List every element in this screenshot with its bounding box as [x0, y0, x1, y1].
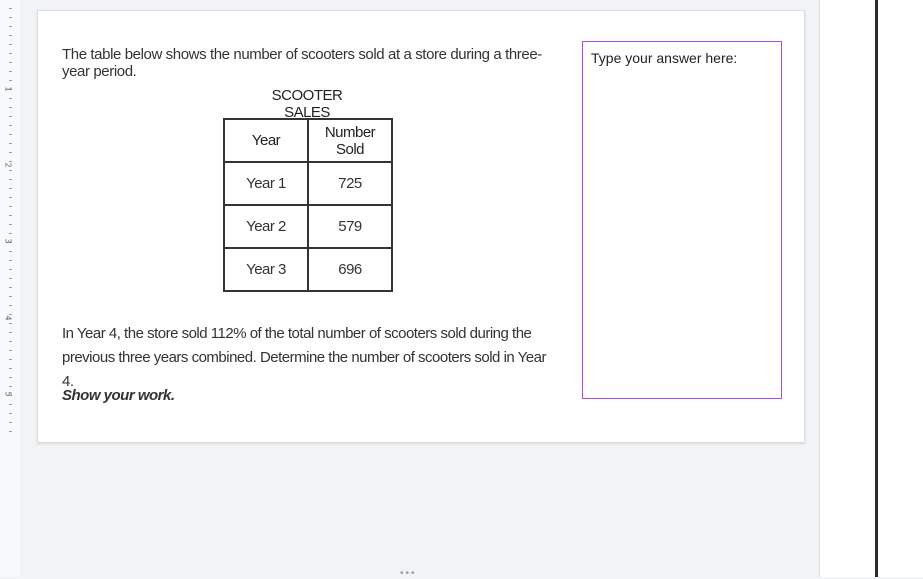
ruler-tick	[9, 152, 12, 153]
ruler-tick	[9, 62, 12, 63]
column-header-year: Year	[224, 119, 308, 162]
ruler-tick	[9, 8, 12, 9]
table-cell: Year 3	[224, 248, 308, 291]
ruler-tick	[9, 368, 12, 369]
ruler-tick	[9, 296, 12, 297]
table-title: SCOOTER SALES	[271, 87, 343, 121]
ruler-tick	[9, 413, 12, 414]
table-row	[224, 162, 392, 205]
ruler-number: 5	[3, 391, 13, 397]
right-gutter	[820, 0, 875, 577]
ruler-tick	[9, 71, 12, 72]
ruler-tick	[9, 332, 12, 333]
table-cell: Year 2	[224, 205, 308, 248]
ruler-number: 1	[3, 86, 13, 92]
ruler-tick	[9, 53, 12, 54]
ruler-tick	[9, 80, 12, 81]
ruler-tick	[9, 305, 12, 306]
ruler-tick	[9, 197, 12, 198]
table-row	[224, 248, 392, 291]
scooter-sales-table	[223, 118, 393, 292]
ruler-tick	[9, 233, 12, 234]
ruler-tick	[9, 350, 12, 351]
slide[interactable]	[37, 10, 805, 443]
question-paragraph: In Year 4, the store sold 112% of the total number of scooters sold during the previous three years combined. Determine the number of scooters sold in Year 4.	[62, 325, 546, 390]
ruler-tick	[9, 359, 12, 360]
ruler-tick	[9, 269, 12, 270]
table-row	[224, 205, 392, 248]
ruler-tick	[9, 206, 12, 207]
ruler-tick	[9, 431, 12, 432]
ruler-tick	[9, 170, 12, 171]
vertical-ruler	[0, 0, 21, 577]
ruler-tick	[9, 125, 12, 126]
ruler-tick	[9, 260, 12, 261]
ruler-tick	[9, 116, 12, 117]
ruler-tick	[9, 215, 12, 216]
show-work-label: Show your work.	[62, 387, 175, 404]
ruler-tick	[9, 143, 12, 144]
ruler-number: 3	[3, 238, 13, 244]
ruler-tick	[9, 251, 12, 252]
ruler-tick	[9, 188, 12, 189]
table-cell: 725	[308, 162, 392, 205]
resize-handle[interactable]: •••	[400, 568, 417, 579]
question-intro: The table below shows the number of scooters sold at a store during a three-year period.	[62, 46, 542, 80]
ruler-tick	[9, 224, 12, 225]
ruler-tick	[9, 17, 12, 18]
ruler-number: 4	[3, 315, 13, 321]
table-header-row	[224, 119, 392, 162]
ruler-tick	[9, 422, 12, 423]
table-cell: 696	[308, 248, 392, 291]
ruler-tick	[9, 134, 12, 135]
ruler-tick	[9, 107, 12, 108]
column-header-number-sold: Number Sold	[308, 119, 392, 162]
answer-textbox[interactable]	[582, 41, 782, 399]
ruler-tick	[9, 386, 12, 387]
table-cell: 579	[308, 205, 392, 248]
ruler-tick	[9, 341, 12, 342]
ruler-tick	[9, 98, 12, 99]
table-cell: Year 1	[224, 162, 308, 205]
ruler-tick	[9, 26, 12, 27]
ruler-tick	[9, 287, 12, 288]
ruler-tick	[9, 323, 12, 324]
ruler-tick	[9, 179, 12, 180]
ruler-tick	[9, 35, 12, 36]
ruler-tick	[9, 278, 12, 279]
ruler-tick	[9, 404, 12, 405]
answer-prompt: Type your answer here:	[591, 50, 738, 66]
ruler-tick	[9, 377, 12, 378]
ruler-number: 2	[3, 162, 13, 168]
side-panel	[878, 0, 923, 577]
ruler-tick	[9, 44, 12, 45]
